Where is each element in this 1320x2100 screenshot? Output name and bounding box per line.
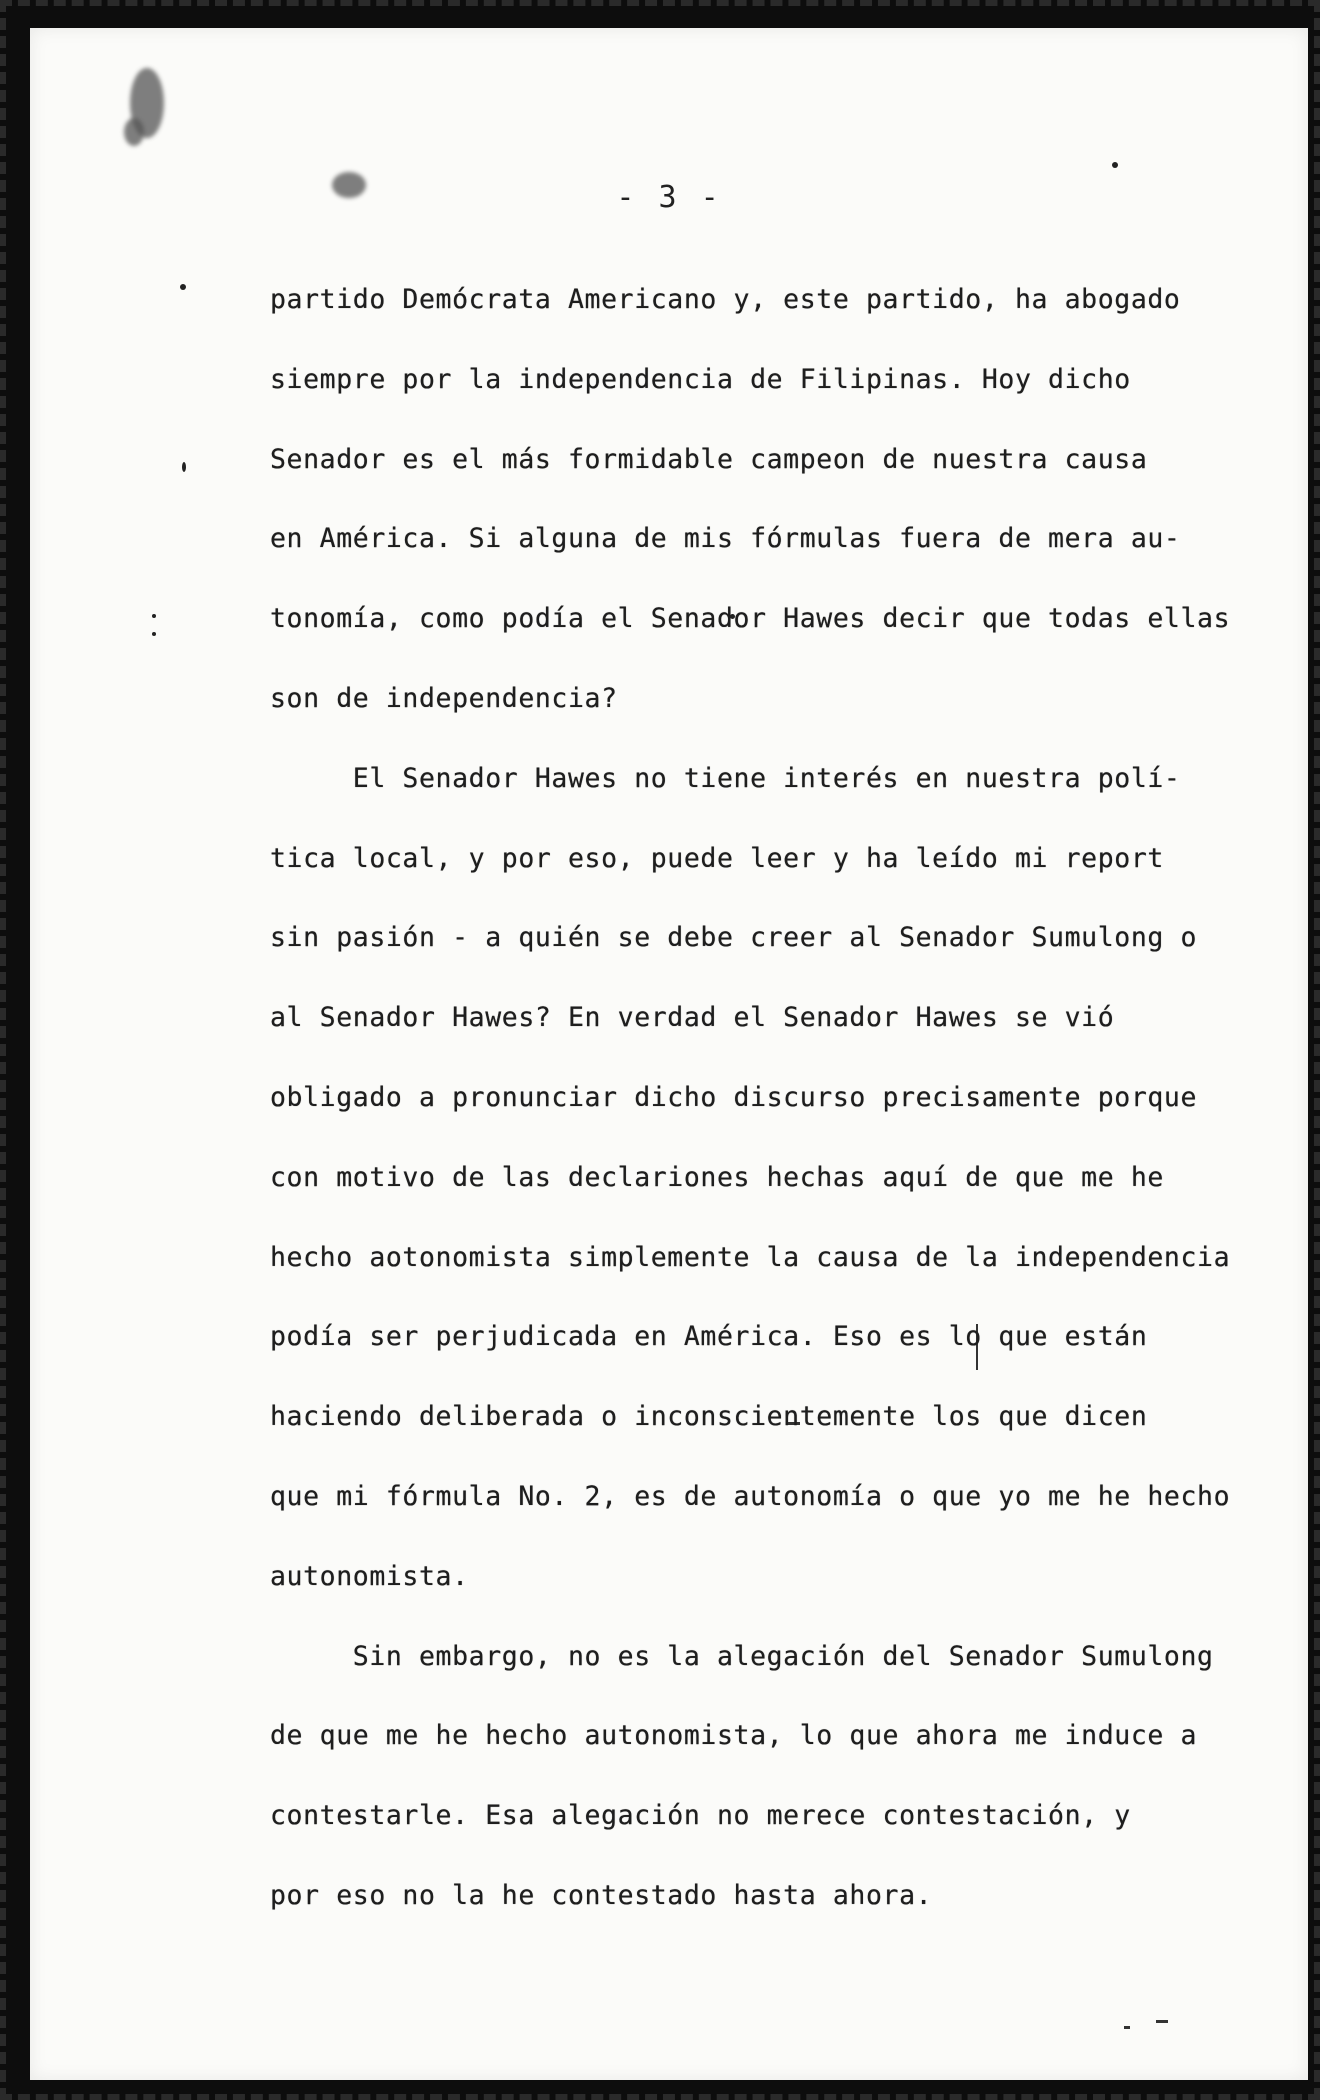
text-line: Sin embargo, no es la alegación del Senador Sumulong [270,1640,1214,1672]
ink-dot [152,632,156,636]
text-line: siempre por la independencia de Filipinas. Hoy dicho [270,363,1131,395]
text-line: de que me he hecho autonomista, lo que ahora me induce a [270,1720,1198,1752]
text-line: haciendo deliberada o inconscientemente los que dicen [270,1401,1148,1433]
page-number: - 3 - [616,180,722,215]
text-line: contestarle. Esa alegación no merece contestación, y [270,1800,1131,1832]
text-line: El Senador Hawes no tiene interés en nuestra polí- [270,762,1181,794]
ink-dot [152,614,156,618]
document-page [30,28,1308,2080]
body-text [270,260,1230,1936]
text-line: por eso no la he contestado hasta ahora. [270,1879,933,1911]
ink-dot [182,462,186,472]
text-line: Senador es el más formidable campeon de nuestra causa [270,443,1148,475]
text-line: sin pasión - a quién se debe creer al Senador Sumulong o [270,922,1198,954]
text-line: hecho aotonomista simplemente la causa de la independencia [270,1241,1231,1273]
text-line: al Senador Hawes? En verdad el Senador Hawes se vió [270,1002,1115,1034]
text-line: tica local, y por eso, puede leer y ha leído mi report [270,842,1164,874]
text-line: con motivo de las declariones hechas aquí de que me he [270,1161,1164,1193]
text-line: tonomía, como podía el Senador Hawes decir que todas ellas [270,603,1231,635]
ink-dot [180,284,186,290]
pencil-mark [1156,2020,1168,2023]
ink-dot [1112,162,1118,168]
text-line: que mi fórmula No. 2, es de autonomía o que yo me he hecho [270,1480,1231,1512]
text-line: partido Demócrata Americano y, este partido, ha abogado [270,284,1181,315]
text-line: en América. Si alguna de mis fórmulas fuera de mera au- [270,523,1181,555]
text-line: autonomista. [270,1560,469,1592]
text-line: podía ser perjudicada en América. Eso es lo que están [270,1321,1148,1353]
text-line: obligado a pronunciar dicho discurso precisamente porque [270,1081,1198,1113]
pencil-mark [1124,2026,1130,2029]
text-line: son de independencia? [270,682,618,714]
ink-smudge [124,118,144,146]
